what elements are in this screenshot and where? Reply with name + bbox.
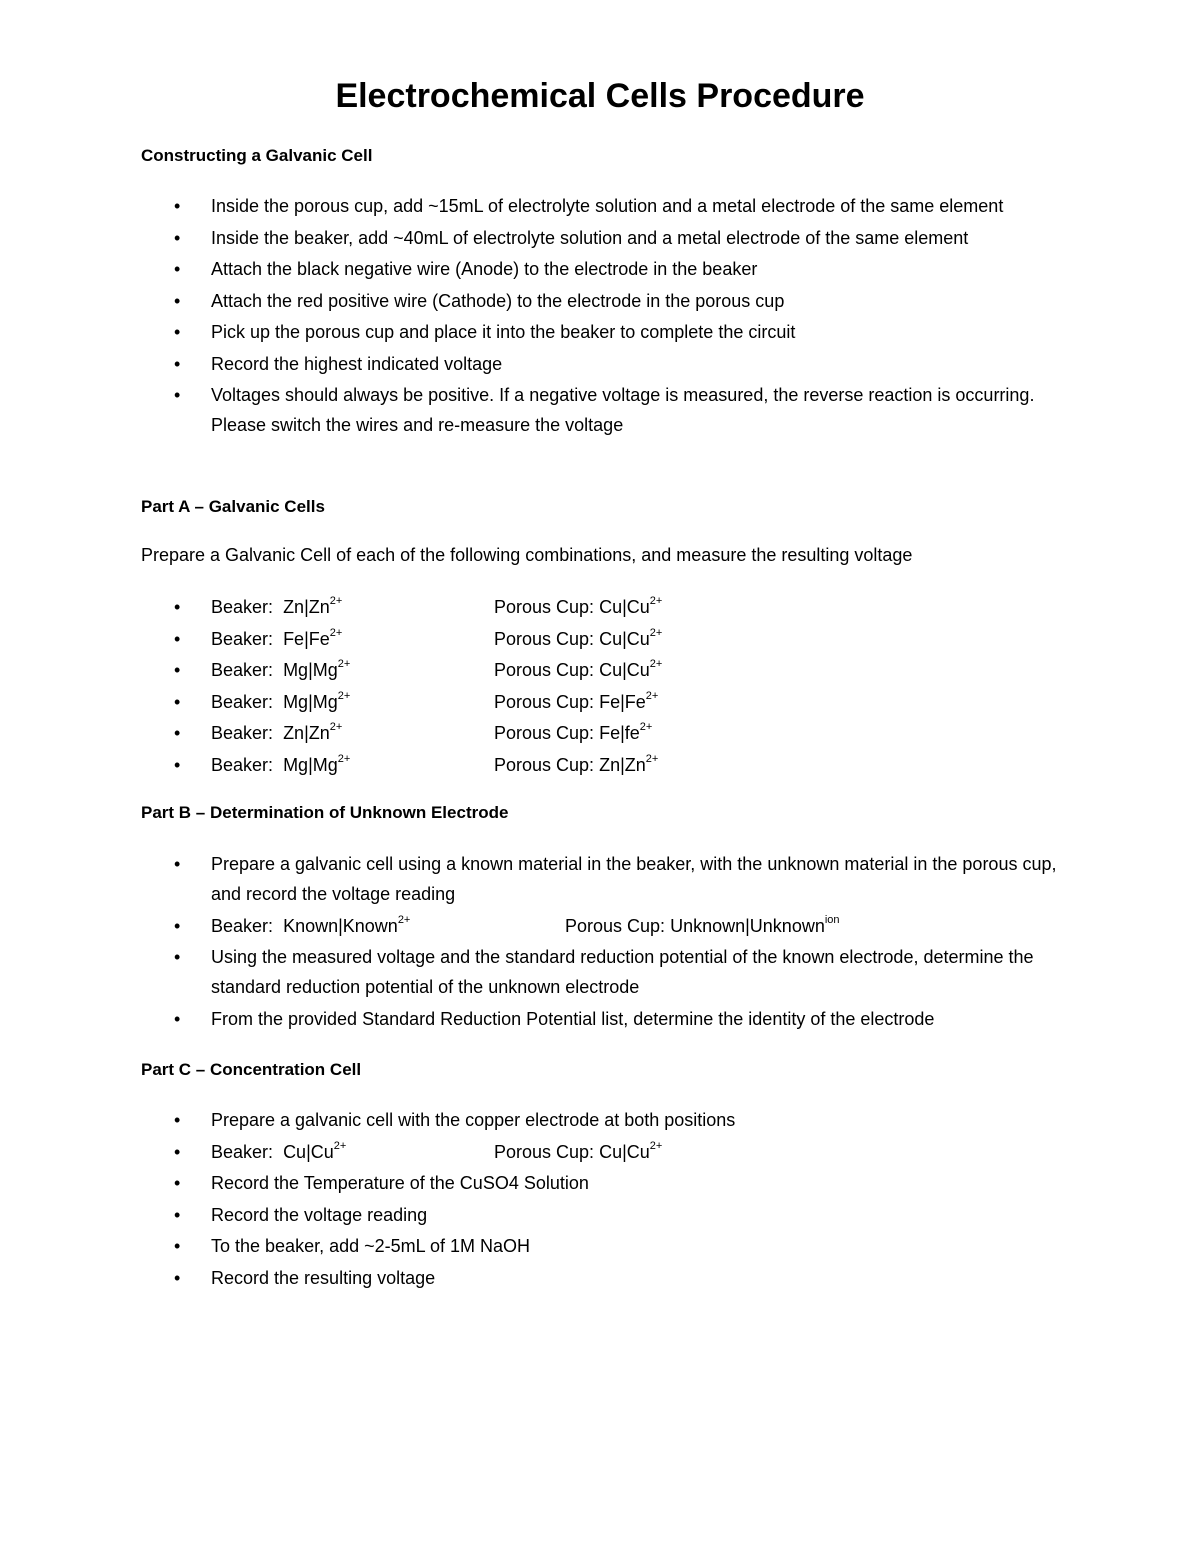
list-item: [0, 1168, 1200, 1198]
porous-cup-ion-charge: 2+: [639, 721, 653, 733]
bullet-icon: •: [174, 1267, 181, 1288]
beaker-electrode: Mg|Mg: [283, 691, 338, 712]
list-item: [0, 1004, 1200, 1034]
list-item-text: Pick up the porous cup and place it into the beaker to complete the circuit: [211, 322, 796, 342]
bullet-icon: •: [174, 196, 181, 216]
porous-cup-electrode: Cu|Cu: [599, 1141, 650, 1162]
porous-cup-label: Porous Cup:: [494, 754, 595, 775]
bullet-icon: •: [174, 947, 181, 967]
beaker-ion-charge: 2+: [337, 752, 351, 765]
cell-pair-item: [0, 687, 1200, 717]
bullet-icon: •: [174, 1204, 181, 1225]
bullet-icon: •: [174, 660, 181, 680]
list-item-text: Inside the porous cup, add ~15mL of electrolyte solution and a metal electrode of the same element: [211, 196, 1004, 216]
list-item-text: Using the measured voltage and the standard reduction potential of the known electrode, determine the standard reduction potential of the unknown electrode: [211, 947, 1034, 997]
bullet-icon: •: [174, 597, 181, 617]
porous-cup-label: Porous Cup:: [494, 691, 595, 712]
porous-cup-ion-charge: 2+: [649, 1139, 663, 1152]
list-item-text: Prepare a galvanic cell with the copper electrode at both positions: [211, 1110, 736, 1130]
bullet-icon: •: [174, 385, 181, 405]
beaker-label: Beaker:: [211, 723, 274, 743]
porous-cup-electrode: Unknown|Unknown: [670, 915, 825, 936]
list-item-text: Record the voltage reading: [211, 1204, 428, 1225]
porous-cup-ion-charge: 2+: [649, 658, 663, 670]
list-item-text: Record the highest indicated voltage: [211, 353, 503, 374]
bullet-icon: •: [174, 1141, 181, 1162]
porous-cup-electrode: Cu|Cu: [599, 660, 650, 680]
list-item: [0, 942, 1200, 1002]
cell-pair-item: [0, 592, 1200, 622]
beaker-ion-charge: 2+: [329, 721, 343, 733]
porous-cup-label: Porous Cup:: [494, 660, 595, 680]
section-heading-part-c: Part C – Concentration Cell: [141, 1060, 362, 1079]
list-item-text: Inside the beaker, add ~40mL of electrolyte solution and a metal electrode of the same element: [211, 227, 969, 248]
list-item-text: From the provided Standard Reduction Potential list, determine the identity of the electrode: [211, 1008, 935, 1029]
beaker-electrode: Zn|Zn: [283, 597, 330, 617]
cell-pair-item: [0, 718, 1200, 748]
list-item-text: Attach the red positive wire (Cathode) to the electrode in the porous cup: [211, 290, 785, 311]
part-b-steps-list: [0, 849, 1200, 1035]
beaker-electrode: Zn|Zn: [283, 723, 330, 743]
list-item: [0, 286, 1200, 316]
beaker-ion-charge: 2+: [337, 658, 351, 670]
beaker-label: Beaker:: [211, 1141, 274, 1162]
porous-cup-electrode: Fe|Fe: [599, 691, 646, 712]
bullet-icon: •: [174, 353, 181, 374]
bullet-icon: •: [174, 1008, 181, 1029]
bullet-icon: •: [174, 754, 181, 775]
bullet-icon: •: [174, 915, 181, 936]
part-a-cell-list: [0, 592, 1200, 781]
list-item: [0, 1263, 1200, 1293]
bullet-icon: •: [174, 1236, 181, 1256]
beaker-electrode: Mg|Mg: [283, 660, 338, 680]
list-item: [0, 254, 1200, 284]
cell-pair-item: [0, 911, 1200, 941]
bullet-icon: •: [174, 290, 181, 311]
cell-pair-item: [0, 624, 1200, 654]
section-heading-constructing: Constructing a Galvanic Cell: [141, 146, 373, 165]
list-item: [0, 1231, 1200, 1261]
section-heading-part-a: Part A – Galvanic Cells: [141, 497, 325, 516]
porous-cup-ion-charge: 2+: [645, 752, 659, 765]
porous-cup-ion-charge: 2+: [649, 595, 663, 607]
list-item-text: To the beaker, add ~2-5mL of 1M NaOH: [211, 1236, 531, 1256]
cell-pair-item: [0, 1137, 1200, 1167]
cell-pair-item: [0, 750, 1200, 780]
beaker-ion-charge: 2+: [333, 1139, 347, 1152]
porous-cup-label: Porous Cup:: [494, 628, 595, 649]
porous-cup-electrode: Zn|Zn: [599, 754, 646, 775]
constructing-steps-list: [0, 191, 1200, 442]
beaker-electrode: Fe|Fe: [283, 628, 330, 649]
porous-cup-label: Porous Cup:: [565, 915, 666, 936]
beaker-label: Beaker:: [211, 691, 274, 712]
porous-cup-electrode: Cu|Cu: [599, 597, 650, 617]
beaker-label: Beaker:: [211, 628, 274, 649]
list-item: [0, 1200, 1200, 1230]
beaker-electrode: Cu|Cu: [283, 1141, 334, 1162]
beaker-label: Beaker:: [211, 660, 274, 680]
bullet-icon: •: [174, 628, 181, 649]
beaker-ion-charge: 2+: [397, 913, 411, 926]
bullet-icon: •: [174, 259, 181, 279]
beaker-ion-charge: 2+: [329, 595, 343, 607]
beaker-ion-charge: 2+: [329, 626, 343, 639]
list-item: [0, 349, 1200, 379]
document-title: Electrochemical Cells Procedure: [335, 77, 865, 115]
porous-cup-ion-charge: 2+: [645, 689, 659, 702]
list-item: [0, 1105, 1200, 1135]
beaker-electrode: Mg|Mg: [283, 754, 338, 775]
bullet-icon: •: [174, 691, 181, 712]
beaker-electrode: Known|Known: [283, 915, 398, 936]
porous-cup-label: Porous Cup:: [494, 723, 595, 743]
list-item: [0, 223, 1200, 253]
porous-cup-electrode: Fe|fe: [599, 723, 640, 743]
bullet-icon: •: [174, 227, 181, 248]
porous-cup-label: Porous Cup:: [494, 1141, 595, 1162]
bullet-icon: •: [174, 322, 181, 342]
beaker-label: Beaker:: [211, 915, 274, 936]
list-item-text: Record the resulting voltage: [211, 1267, 436, 1288]
bullet-icon: •: [174, 854, 181, 874]
list-item: [0, 380, 1200, 440]
porous-cup-label: Porous Cup:: [494, 597, 595, 617]
list-item-text: Voltages should always be positive. If a negative voltage is measured, the reverse reaction is occurring. Please switch the wires and re-measure the voltage: [211, 385, 1035, 435]
list-item-text: Attach the black negative wire (Anode) to the electrode in the beaker: [211, 259, 758, 279]
section-heading-part-b: Part B – Determination of Unknown Electrode: [141, 803, 509, 822]
beaker-label: Beaker:: [211, 597, 274, 617]
bullet-icon: •: [174, 723, 181, 743]
bullet-icon: •: [174, 1110, 181, 1130]
list-item-text: Record the Temperature of the CuSO4 Solution: [211, 1173, 589, 1193]
porous-cup-ion-charge: ion: [824, 913, 840, 926]
list-item: [0, 191, 1200, 221]
list-item-text: Prepare a galvanic cell using a known material in the beaker, with the unknown material in the porous cup, and record the voltage reading: [211, 854, 1057, 904]
beaker-label: Beaker:: [211, 754, 274, 775]
bullet-icon: •: [174, 1173, 181, 1193]
porous-cup-ion-charge: 2+: [649, 626, 663, 639]
part-a-intro: Prepare a Galvanic Cell of each of the following combinations, and measure the resulting voltage: [141, 545, 913, 565]
part-c-steps-list: [0, 1105, 1200, 1294]
list-item: [0, 849, 1200, 909]
beaker-ion-charge: 2+: [337, 689, 351, 702]
list-item: [0, 317, 1200, 347]
cell-pair-item: [0, 655, 1200, 685]
porous-cup-electrode: Cu|Cu: [599, 628, 650, 649]
